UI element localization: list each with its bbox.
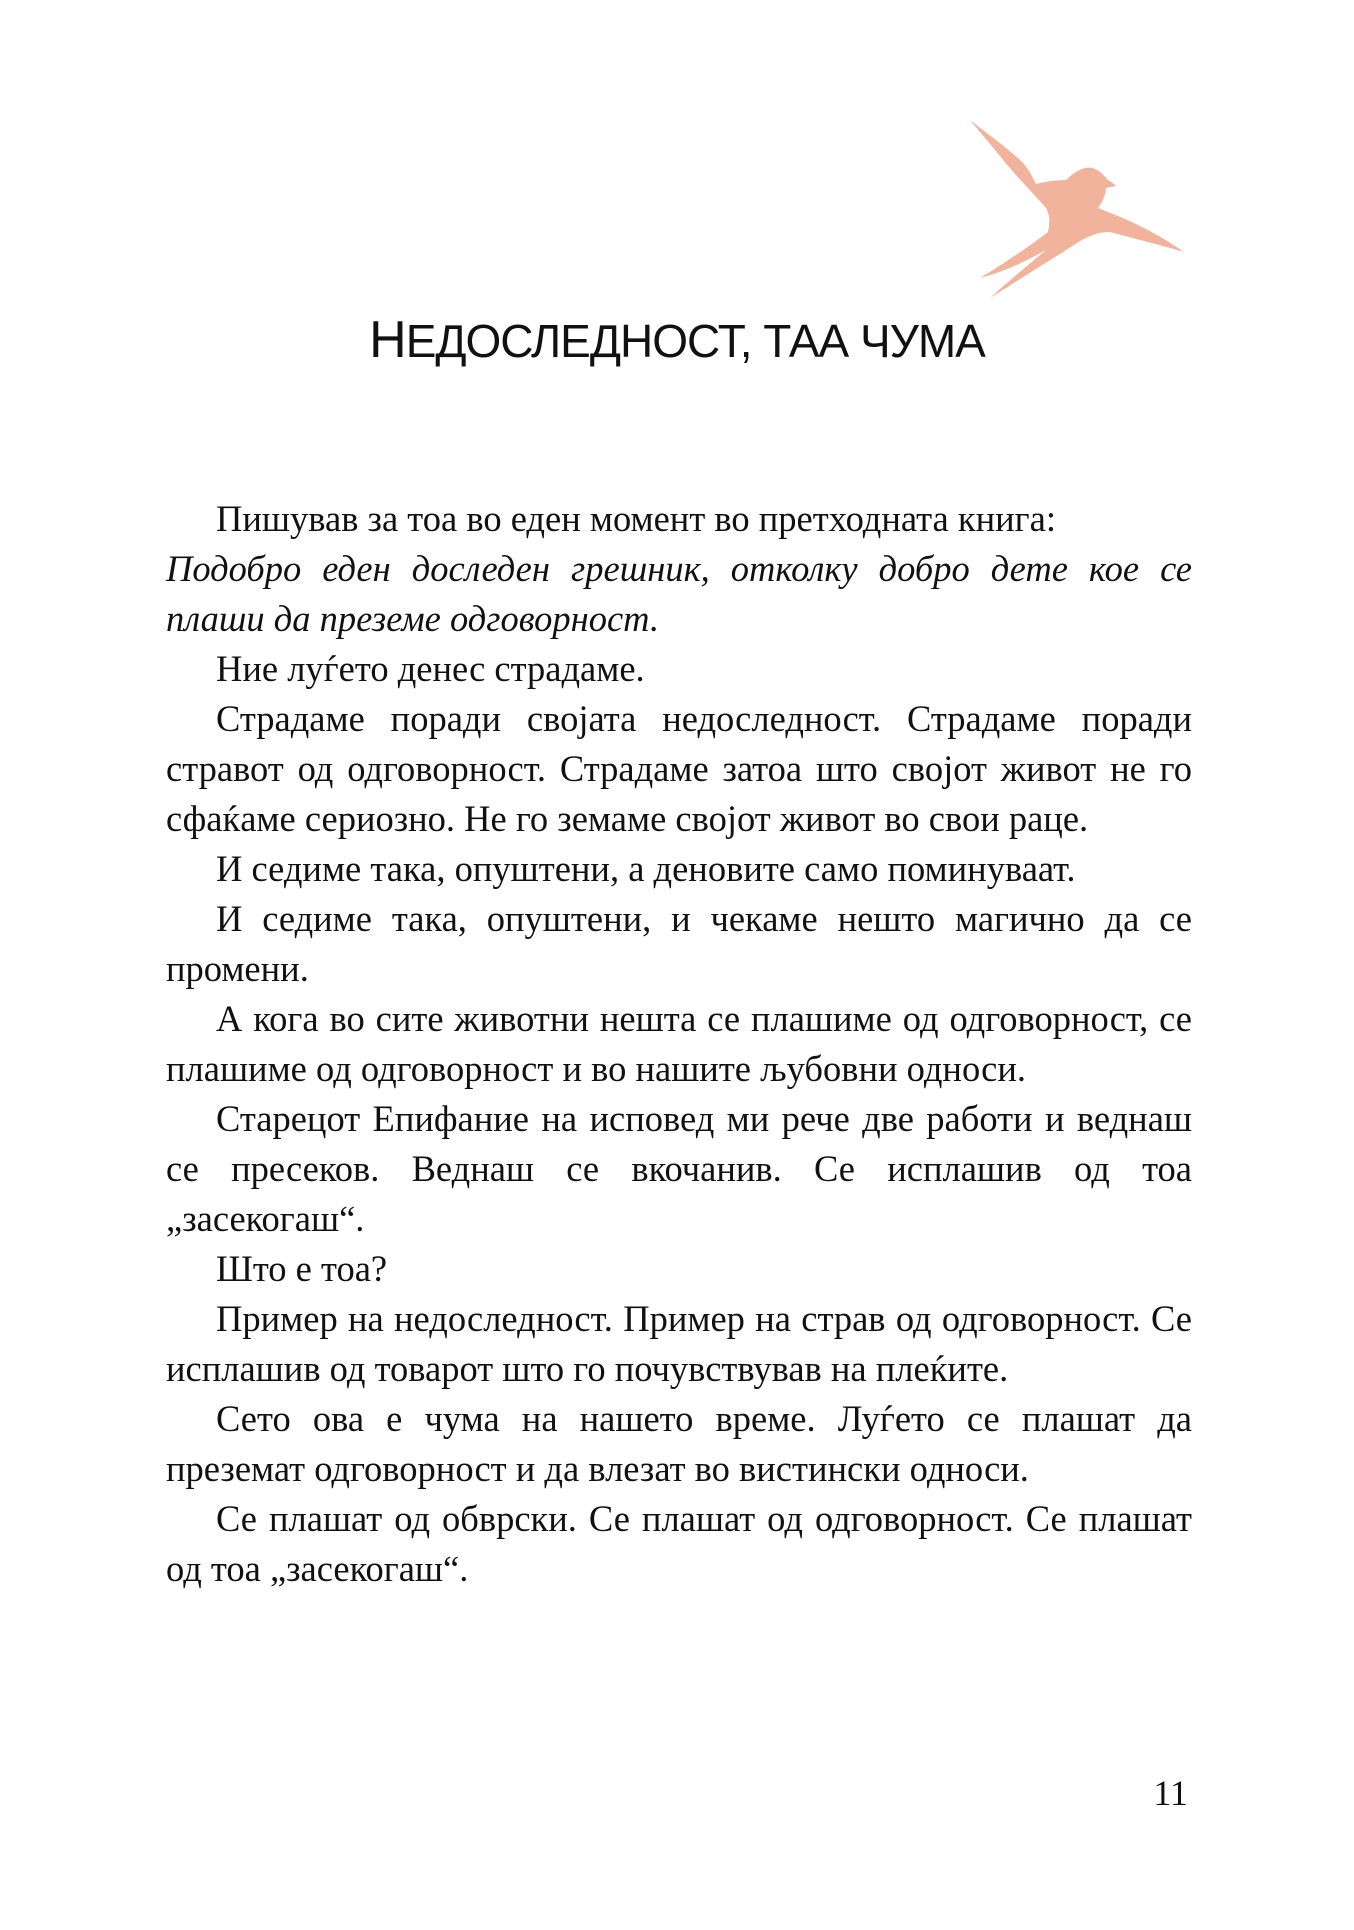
paragraph: А кога во сите животни нешта се плашиме од одговорност, се плашиме од одговорност и во нашите љубовни односи.: [166, 998, 1192, 1089]
paragraph: Се плашат од обврски. Се плашат од одговорност. Се плашат од тоа „засекогаш“.: [166, 1498, 1192, 1589]
paragraph: Сето ова е чума на нашето време. Луѓето се плашат да преземат одговорност и да влезат во вистински односи.: [166, 1398, 1192, 1489]
swallow-icon: [970, 120, 1190, 300]
paragraph: Старецот Епифание на исповед ми рече две работи и веднаш се пресеков. Веднаш се вкочанив. Се исплашив од тоа „засекогаш“.: [166, 1098, 1192, 1239]
chapter-title: [0, 310, 1354, 370]
paragraph: Што е тоа?: [216, 1248, 388, 1289]
paragraph: Пишував за тоа во еден момент во претходната книга:: [216, 498, 1056, 539]
chapter-title-first-letter: Н: [369, 311, 406, 369]
quote-paragraph: Подобро еден доследен грешник, отколку добро дете кое се плаши да преземе одговорност.: [166, 548, 1192, 639]
paragraph: Пример на недоследност. Пример на страв од одговорност. Се исплашив од товарот што го почувствував на плеќите.: [166, 1298, 1192, 1389]
chapter-title-rest: ЕДОСЛЕДНОСТ, ТАА ЧУМА: [405, 315, 985, 367]
body-text: [166, 494, 1192, 1594]
paragraph: Ние луѓето денес страдаме.: [216, 648, 645, 689]
paragraph: И седиме така, опуштени, а деновите само поминуваат.: [216, 848, 1076, 889]
page-number: 11: [1153, 1773, 1188, 1813]
paragraph: Страдаме поради својата недоследност. Страдаме поради стравот од одговорност. Страдаме затоа што својот живот не го сфаќаме сериозно. Не го земаме својот живот во свои раце.: [166, 698, 1192, 839]
paragraph: И седиме така, опуштени, и чекаме нешто магично да се промени.: [166, 898, 1192, 989]
